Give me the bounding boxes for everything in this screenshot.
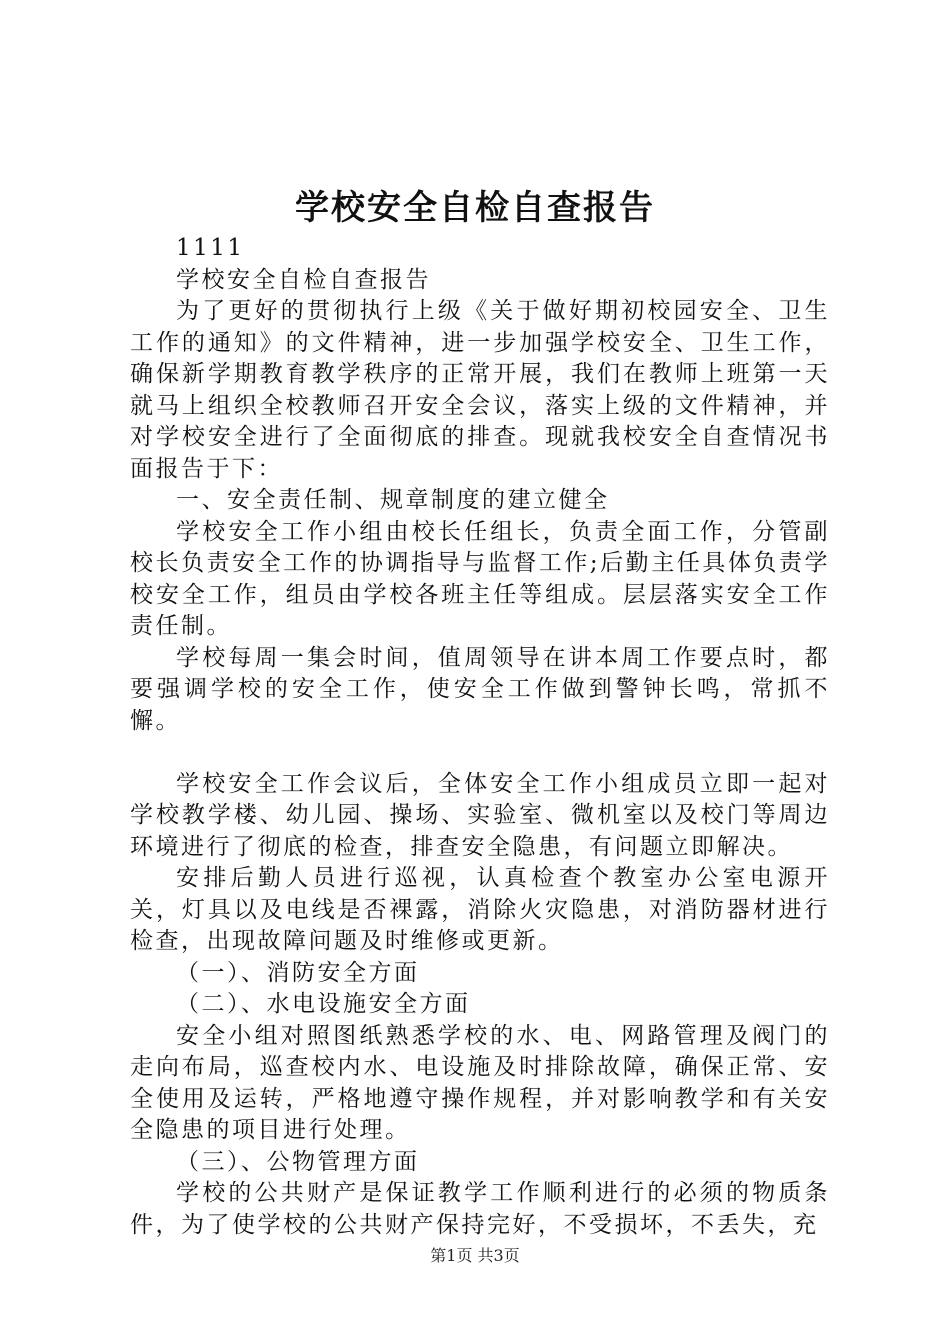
section-heading: 一、安全责任制、规章制度的建立健全 (176, 487, 610, 513)
page-footer: 第1页 共3页 (430, 1246, 520, 1265)
paragraph: 学校每周一集会时间，值周领导在讲本周工作要点时，都要强调学校的安全工作，使安全工作做到警钟长鸣，常抓不懈。 (130, 644, 830, 734)
paragraph: 安排后勤人员进行巡视，认真检查个教室办公室电源开关，灯具以及电线是否裸露，消除火灾隐患，对消防器材进行检查，出现故障问题及时维修或更新。 (130, 865, 830, 954)
paragraph: 学校安全工作会议后，全体安全工作小组成员立即一起对学校教学楼、幼儿园、操场、实验室、微机室以及校门等周边环境进行了彻底的检查，排查安全隐患，有问题立即解决。 (130, 770, 830, 860)
subsection-heading: （二）、水电设施安全方面 (176, 991, 471, 1017)
blank-line (130, 737, 830, 769)
paragraph: 学校安全自检自查报告 (176, 266, 431, 293)
subsection-heading: （一）、消防安全方面 (176, 959, 420, 986)
paragraph: 学校的公共财产是保证教学工作顺利进行的必须的物质条件，为了使学校的公共财产保持完好，不受损坏，不丢失，充 (130, 1180, 830, 1238)
document-body (130, 233, 830, 1241)
paragraph: 学校安全工作小组由校长任组长，负责全面工作，分管副校长负责安全工作的协调指导与监督工作;后勤主任具体负责学校安全工作，组员由学校各班主任等组成。层层落实安全工作责任制。 (130, 518, 830, 639)
subsection-heading: （三）、公物管理方面 (176, 1148, 420, 1175)
paragraph: 1111 (176, 235, 245, 261)
paragraph: 为了更好的贯彻执行上级《关于做好期初校园安全、卫生工作的通知》的文件精神，进一步加强学校安全、卫生工作，确保新学期教育教学秩序的正常开展，我们在教师上班第一天就马上组织全校教师召开安全会议，落实上级的文件精神，并对学校安全进行了全面彻底的排查。现就我校安全自查情况书面报告于下： (130, 298, 830, 482)
paragraph: 安全小组对照图纸熟悉学校的水、电、网路管理及阀门的走向布局，巡查校内水、电设施及时排除故障，确保正常、安全使用及运转，严格地遵守操作规程，并对影响教学和有关安全隐患的项目进行处理。 (130, 1022, 830, 1143)
document-title: 学校安全自检自查报告 (295, 188, 655, 228)
